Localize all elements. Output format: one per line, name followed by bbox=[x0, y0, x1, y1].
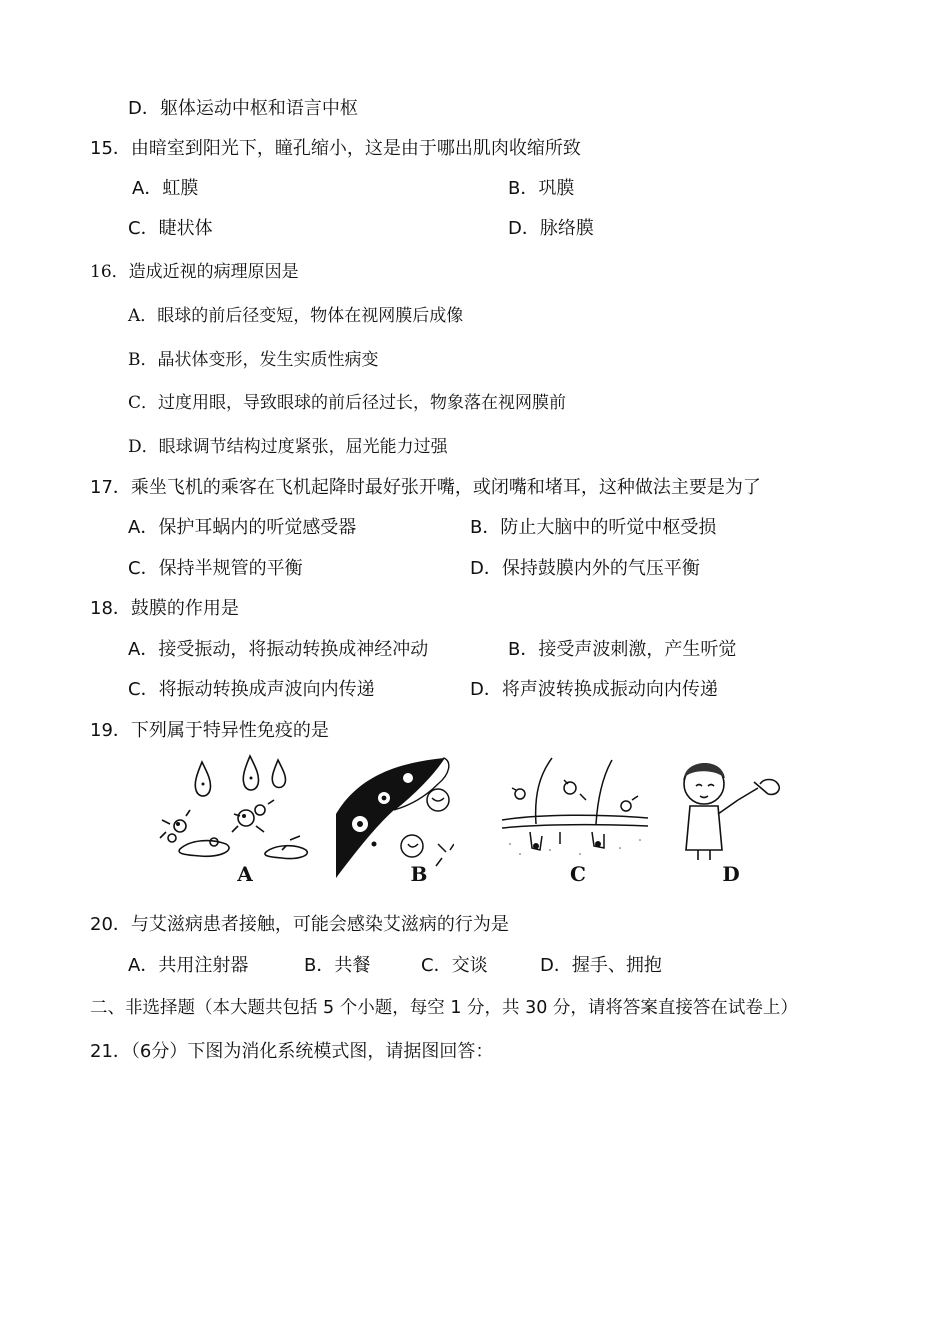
q17-option-b: B．防止大脑中的听觉中枢受损 bbox=[470, 517, 717, 538]
q18-option-b: B．接受声波刺激，产生听觉 bbox=[508, 639, 737, 660]
q20-option-c: C．交谈 bbox=[421, 955, 488, 976]
q18-option-d: D．将声波转换成振动向内传递 bbox=[470, 679, 718, 700]
phagocyte-vessel-illustration bbox=[334, 754, 454, 879]
q19-label-d: D bbox=[722, 862, 740, 886]
q19-figure-c bbox=[500, 754, 650, 886]
q17-option-d: D．保持鼓膜内外的气压平衡 bbox=[470, 558, 700, 579]
vaccination-boy-illustration bbox=[668, 754, 788, 864]
skin-germs-illustration bbox=[500, 754, 650, 864]
q18-option-c: C．将振动转换成声波向内传递 bbox=[128, 679, 375, 700]
q19-figure-a bbox=[150, 754, 320, 886]
q20-option-a: A．共用注射器 bbox=[128, 955, 249, 976]
q16-stem: 16．造成近视的病理原因是 bbox=[90, 262, 299, 282]
q20-option-b: B．共餐 bbox=[304, 955, 371, 976]
q14-option-d: D．躯体运动中枢和语言中枢 bbox=[128, 98, 358, 119]
q16-option-c: C．过度用眼，导致眼球的前后径过长，物象落在视网膜前 bbox=[128, 393, 567, 413]
q19-label-a: A bbox=[237, 862, 253, 886]
q16-option-b: B．晶状体变形，发生实质性病变 bbox=[128, 350, 379, 370]
q18-option-a: A．接受振动，将振动转换成神经冲动 bbox=[128, 639, 429, 660]
q21-stem: 21．（6分）下图为消化系统模式图，请据图回答： bbox=[90, 1041, 494, 1062]
q19-figure-d bbox=[668, 754, 788, 886]
q19-figure-row bbox=[150, 754, 740, 889]
q16-option-a: A．眼球的前后径变短，物体在视网膜后成像 bbox=[128, 306, 464, 326]
q17-option-a: A．保护耳蜗内的听觉感受器 bbox=[128, 517, 357, 538]
q18-stem: 18．鼓膜的作用是 bbox=[90, 598, 239, 619]
q15-option-d: D．脉络膜 bbox=[508, 218, 594, 239]
q19-label-c: C bbox=[570, 862, 586, 886]
q20-option-d: D．握手、拥抱 bbox=[540, 955, 662, 976]
q20-stem: 20．与艾滋病患者接触，可能会感染艾滋病的行为是 bbox=[90, 914, 509, 935]
q17-option-c: C．保持半规管的平衡 bbox=[128, 558, 303, 579]
q17-stem: 17．乘坐飞机的乘客在飞机起降时最好张开嘴，或闭嘴和堵耳，这种做法主要是为了 bbox=[90, 477, 761, 498]
q15-option-b: B．巩膜 bbox=[508, 178, 575, 199]
q15-option-c: C．睫状体 bbox=[128, 218, 213, 239]
q19-stem: 19．下列属于特异性免疫的是 bbox=[90, 720, 329, 741]
q16-option-d: D．眼球调节结构过度紧张，屈光能力过强 bbox=[128, 437, 448, 457]
q15-stem: 15．由暗室到阳光下，瞳孔缩小，这是由于哪出肌肉收缩所致 bbox=[90, 138, 581, 159]
q19-label-b: B bbox=[410, 862, 428, 886]
q19-figure-b bbox=[334, 754, 454, 886]
tears-germs-illustration bbox=[150, 754, 320, 864]
section2-title: 二、非选择题（本大题共包括 5 个小题，每空 1 分，共 30 分，请将答案直接答在试卷上） bbox=[90, 998, 798, 1018]
q15-option-a: A．虹膜 bbox=[132, 178, 199, 199]
